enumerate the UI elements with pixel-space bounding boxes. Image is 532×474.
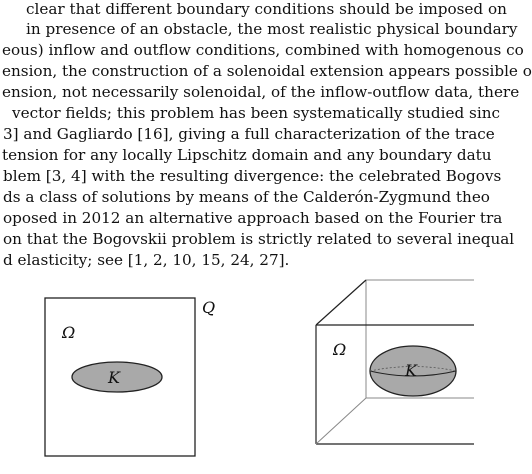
- text-line: ds a class of solutions by means of the Calderón-Zygmund theo: [3, 188, 490, 206]
- label-omega-3d: Ω: [333, 340, 347, 359]
- cube-bottom-left-depth-edge: [316, 398, 366, 444]
- cube-top-left-depth-edge: [316, 280, 366, 325]
- text-line: on that the Bogovskii problem is strictly related to several inequal: [3, 230, 515, 248]
- label-q: Q: [202, 298, 216, 317]
- label-k: K: [108, 368, 120, 387]
- text-line: oposed in 2012 an alternative approach based on the Fourier tra: [3, 209, 503, 227]
- figure-right: [316, 280, 474, 444]
- figure-left: [45, 298, 215, 456]
- text-line: in presence of an obstacle, the most realistic physical boundary: [26, 20, 518, 38]
- text-line: tension for any locally Lipschitz domain and any boundary datu: [2, 146, 492, 164]
- label-k-3d: K: [405, 361, 417, 380]
- text-line: blem [3, 4] with the resulting divergence: the celebrated Bogovs: [3, 167, 502, 185]
- text-line: 3] and Gagliardo [16], giving a full characterization of the trace: [3, 125, 495, 143]
- text-line: ension, the construction of a solenoidal extension appears possible o: [2, 62, 532, 80]
- label-omega: Ω: [62, 323, 76, 342]
- text-line: clear that different boundary conditions should be imposed on: [26, 0, 507, 18]
- text-line: vector fields; this problem has been systematically studied sinc: [12, 104, 500, 122]
- text-line: ension, not necessarily solenoidal, of the inflow-outflow data, there: [2, 83, 520, 101]
- text-line: d elasticity; see [1, 2, 10, 15, 24, 27].: [3, 251, 290, 269]
- text-line: eous) inflow and outflow conditions, combined with homogenous co: [2, 41, 524, 59]
